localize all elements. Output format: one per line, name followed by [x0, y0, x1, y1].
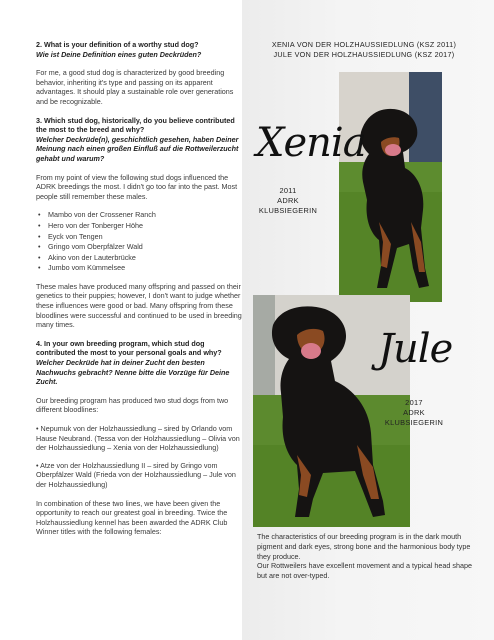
xenia-photo: [339, 72, 442, 302]
answer-3-intro: From my point of view the following stud dogs influenced the ADRK breedings the most. I didn't go too far into the past. Most people still remember these males.: [36, 172, 238, 201]
question-2-english: 2. What is your definition of a worthy stud dog?: [36, 40, 199, 49]
jule-title: KLUBSIEGERIN: [384, 418, 444, 427]
list-item: • Akino von der Lauterbrücke: [48, 253, 242, 263]
jule-org: ADRK: [403, 408, 425, 417]
caption-line-xenia: XENIA VON DER HOLZHAUSSIEDLUNG (KSZ 2011): [271, 40, 457, 49]
list-item: • Jumbo vom Kümmelsee: [48, 263, 242, 273]
xenia-title-block: [248, 186, 328, 216]
rottweiler-standing-image: [339, 72, 442, 302]
question-3-english: 3. Which stud dog, historically, do you believe contributed the most to the breed and why?: [36, 115, 235, 135]
question-3-german: Welcher Deckrüde(n), geschichtlich gesehen, haben Deiner Meinung nach einen großen Einfluß auf die Rottweilerzucht gehabt und warum?: [36, 134, 239, 163]
jule-title-block: [374, 398, 454, 428]
xenia-script-name: Xenia: [256, 120, 366, 166]
interview-column: [36, 40, 242, 546]
xenia-org: ADRK: [277, 196, 299, 205]
jule-year: 2017: [405, 398, 423, 407]
characteristics-paragraph-2: Our Rottweilers have excellent movement and a typical head shape but are not over-typed.: [257, 561, 472, 581]
xenia-title: KLUBSIEGERIN: [258, 206, 318, 215]
question-4-english: 4. In your own breeding program, which stud dog contributed the most to your personal goals and why?: [36, 338, 222, 358]
list-item: • Eyck von Tengen: [48, 232, 242, 242]
list-item: • Gringo vom Oberpfälzer Wald: [48, 242, 242, 252]
answer-4-intro: Our breeding program has produced two stud dogs from two different bloodlines:: [36, 395, 229, 415]
answer-4-outro: In combination of these two lines, we have been given the opportunity to reach our greatest goal in breeding. Twice the Holzhaussiedlung kennel has been awarded the ADRK Club Winner titles with the following females:: [36, 498, 228, 537]
list-item: • Mambo von der Crossener Ranch: [48, 210, 242, 220]
question-4-german: Welcher Deckrüde hat in deiner Zucht den besten Nachwuchs gebracht? Nenne bitte die Vorzüge für Deine Zucht.: [36, 358, 230, 387]
caption-line-jule: JULE VON DER HOLZHAUSSIEDLUNG (KSZ 2017): [273, 50, 455, 59]
answer-3-outro: These males have produced many offspring and passed on their genetics to their puppies; however, I don't want to judge whether these influences were good or bad. Many offspring from these bloodlines were successful and continued to be used in breeding many times.: [36, 281, 242, 330]
list-item: • Hero von der Tonberger Höhe: [48, 221, 242, 231]
answer-4-bullet-1: • Nepumuk von der Holzhaussiedlung – sired by Orlando vom Hause Neubrand. (Tessa von der Holzhaussiedlung – Olivia von der Holzhaussiedlung – Xenia von der Holzhaussiedlung): [36, 424, 240, 453]
answer-4-bullet-2: • Atze von der Holzhaussiedlung II – sired by Gringo vom Oberpfälzer Wald (Frieda von der Holzhaussiedlung – Jule von der Holzhaussiedlung): [36, 460, 236, 489]
xenia-year: 2011: [279, 186, 297, 195]
question-2-german: Wie ist Deine Definition eines guten Deckrüden?: [36, 49, 202, 59]
characteristics-paragraph-1: The characteristics of our breeding program is in the dark mouth pigment and dark eyes, strong bone and the harmonious body type they produce.: [257, 532, 471, 561]
stud-dog-list: [36, 210, 242, 273]
answer-2: For me, a good stud dog is characterized by good breeding behavior, inheriting it's type and passing on its apparent advantages. It should play a sustainable role over generations and be recognizable.: [36, 68, 234, 106]
photo-caption: [254, 40, 474, 60]
jule-script-name: Jule: [378, 326, 453, 372]
breeding-characteristics-text: [257, 532, 479, 581]
